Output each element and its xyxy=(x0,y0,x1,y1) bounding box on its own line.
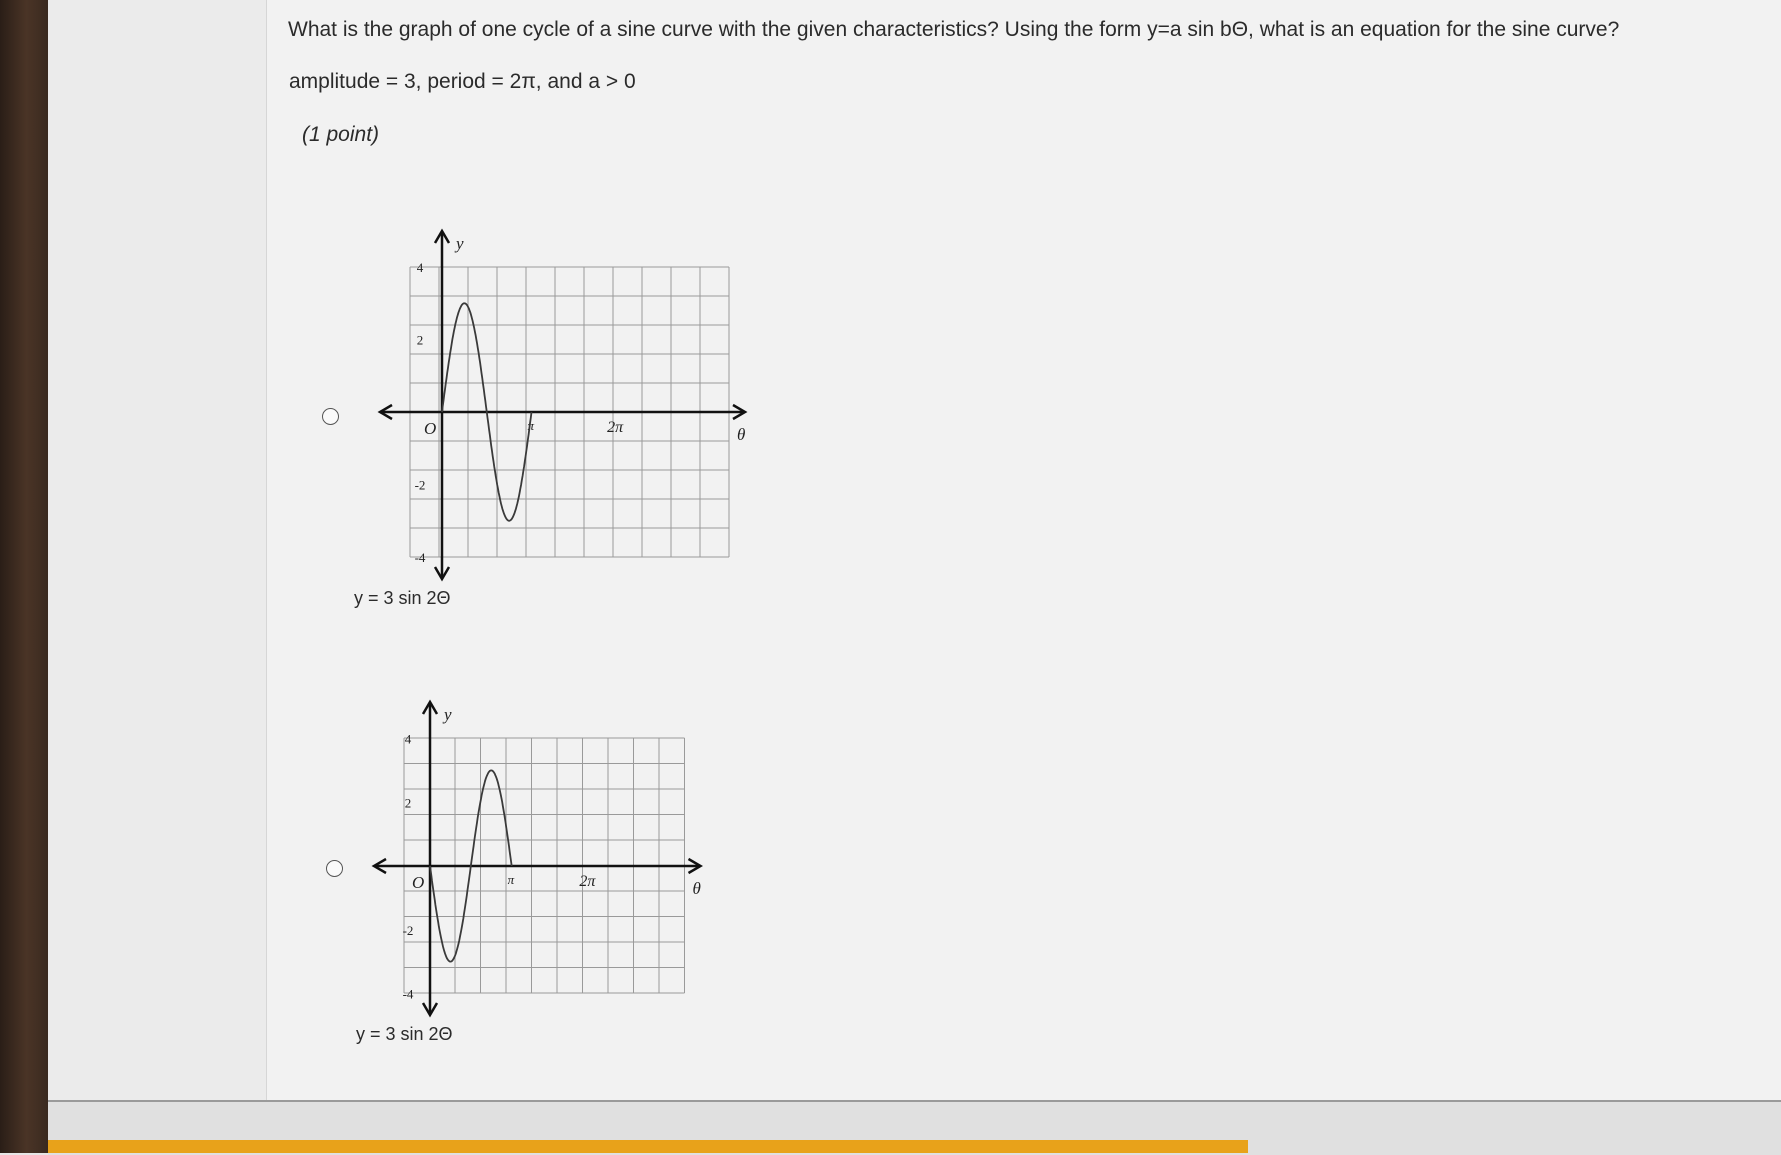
y-tick-label: 2 xyxy=(404,795,412,811)
choice-1-label: y = 3 sin 2Θ xyxy=(354,588,451,608)
choice-2-graph xyxy=(360,690,700,1010)
y-tick-label: 2 xyxy=(416,332,424,348)
question-conditions: amplitude = 3, period = 2π, and a > 0 xyxy=(289,70,636,93)
question-points: (1 point) xyxy=(302,123,380,146)
choice-1-graph xyxy=(370,220,750,580)
y-axis-label: y xyxy=(456,234,464,253)
y-tick-label: -4 xyxy=(414,550,426,565)
choice-2-radio[interactable] xyxy=(326,860,343,877)
left-gutter xyxy=(48,0,267,1100)
origin-label: O xyxy=(424,419,437,438)
monitor-bezel xyxy=(0,0,48,1153)
two-pi-tick-label: 2π xyxy=(579,873,596,890)
question-text: What is the graph of one cycle of a sine curve with the given characteristics? Using the form y=a sin bΘ, what is an equation for the sine curve? xyxy=(288,18,1620,41)
x-axis-label: θ xyxy=(737,425,746,444)
y-axis-label: y xyxy=(444,705,452,724)
y-tick-label: -2 xyxy=(414,477,426,493)
choice-2-label: y = 3 sin 2Θ xyxy=(356,1024,453,1044)
origin-label: O xyxy=(412,873,425,892)
y-tick-label: -2 xyxy=(402,922,414,938)
choice-1-radio[interactable] xyxy=(322,408,339,425)
x-axis-label: θ xyxy=(692,879,701,898)
y-tick-label: -4 xyxy=(402,986,414,1002)
pi-tick-label: π xyxy=(507,872,515,887)
content-panel xyxy=(48,0,1781,1100)
y-tick-label: 4 xyxy=(416,260,424,275)
pi-tick-label: π xyxy=(527,418,535,433)
bottom-accent-bar xyxy=(48,1140,1248,1153)
two-pi-tick-label: 2π xyxy=(607,419,624,436)
y-tick-label: 4 xyxy=(404,731,412,747)
